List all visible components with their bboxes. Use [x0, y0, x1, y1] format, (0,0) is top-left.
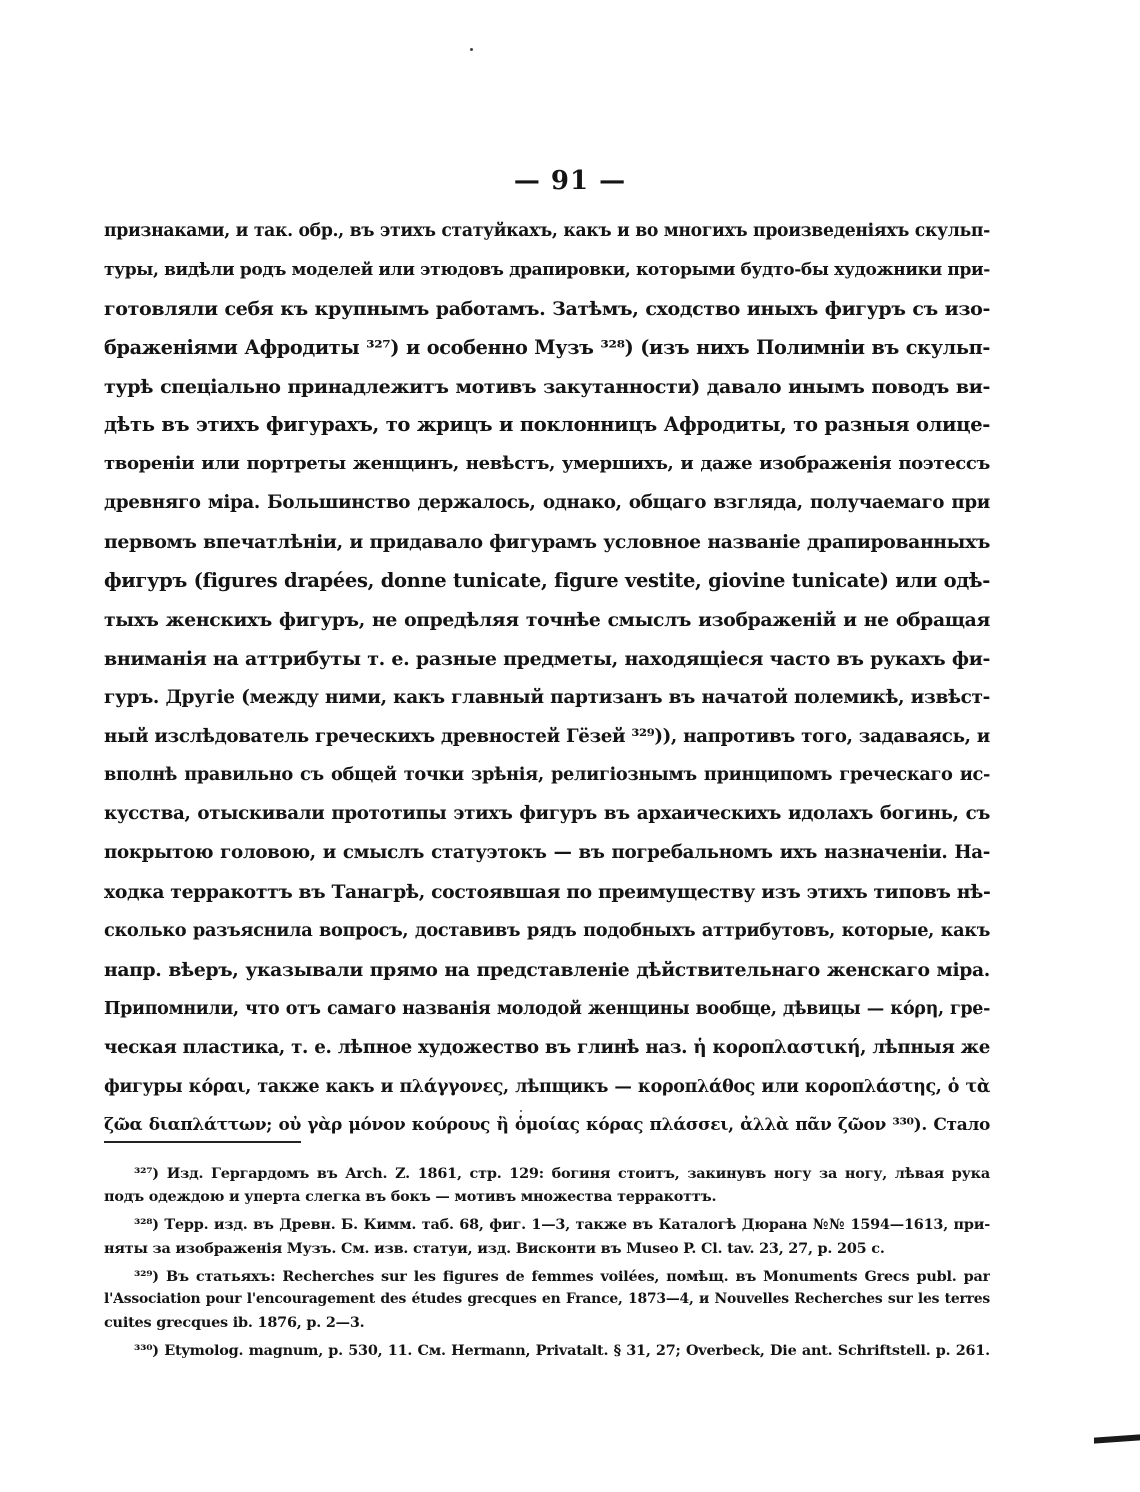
text-line: твореніи или портреты женщинъ, невѣстъ, умершихъ, и даже изображенія поэтессъ: [104, 453, 990, 475]
text-line: гуръ. Другіе (между ними, какъ главный партизанъ въ начатой полемикѣ, извѣст-: [104, 686, 990, 708]
text-line: первомъ впечатлѣніи, и придавало фигурамъ условное названіе драпированныхъ: [104, 531, 990, 554]
footnote-divider: [104, 1141, 301, 1143]
text-line: сколько разъяснила вопросъ, доставивъ рядъ подобныхъ аттрибутовъ, которые, какъ: [104, 920, 990, 942]
text-line: вниманія на аттрибуты т. е. разные предметы, находящіеся часто въ рукахъ фи-: [104, 647, 990, 670]
footnote-line: ³²⁸) Терр. изд. въ Древн. Б. Кимм. таб. 68, фиг. 1—3, также въ Каталогѣ Дюрана №№ 1594—1613, при-: [134, 1216, 990, 1234]
footnotes: [104, 1162, 990, 1363]
footnote-line: ³²⁷) Изд. Гергардомъ въ Arch. Z. 1861, стр. 129: богиня стоитъ, закинувъ ногу за ногу, лѣвая рука: [134, 1165, 990, 1182]
text-line: готовляли себя къ крупнымъ работамъ. Затѣмъ, сходство иныхъ фигуръ съ изо-: [104, 297, 990, 320]
text-line: признаками, и так. обр., въ этихъ статуйкахъ, какъ и во многихъ произведеніяхъ скульп-: [104, 221, 990, 241]
footnote-line: cuites grecques ib. 1876, p. 2—3.: [104, 1314, 365, 1332]
page-number: — 91 —: [513, 166, 627, 196]
text-line: дѣть въ этихъ фигурахъ, то жрицъ и поклонницъ Афродиты, то разныя олице-: [104, 413, 990, 437]
footnote-line: ³³⁰) Etymolog. magnum, p. 530, 11. См. Hermann, Privatalt. § 31, 27; Overbeck, Die ant. Schriftstell. p. 261.: [134, 1342, 990, 1360]
text-line: фигуры κόραι, также какъ и πλάγγονες, лѣпщикъ — κοροπλάθος или κοροπλάστης, ὁ τὰ: [104, 1076, 990, 1097]
text-line: тыхъ женскихъ фигуръ, не опредѣляя точнѣе смыслъ изображеній и не обращая: [104, 608, 990, 631]
text-line: туры, видѣли родъ моделей или этюдовъ драпировки, которыми будто-бы художники при-: [104, 259, 990, 280]
main-text: [104, 212, 990, 1145]
footnote-line: l'Association pour l'encouragement des études grecques en France, 1873—4, и Nouvelles Recherches sur les terres: [104, 1290, 990, 1307]
speck-mark: [470, 48, 473, 51]
text-line: браженіями Афродиты ³²⁷) и особенно Музъ ³²⁸) (изъ нихъ Полимніи въ скульп-: [104, 335, 990, 359]
text-line: кусства, отыскивали прототипы этихъ фигуръ въ архаическихъ идолахъ богинь, съ: [104, 803, 990, 825]
text-line: Припомнили, что отъ самаго названія молодой женщины вообще, дѣвицы — κόρη, гре-: [104, 998, 990, 1019]
text-line: вполнѣ правильно съ общей точки зрѣнія, религіознымъ принципомъ греческаго ис-: [104, 764, 990, 786]
text-line: древняго міра. Большинство держалось, однако, общаго взгляда, получаемаго при: [104, 492, 990, 514]
footnote-line: няты за изображенія Музъ. См. изв. статуи, изд. Висконти въ Museo P. Cl. tav. 23, 27, p. 205 c.: [104, 1239, 885, 1257]
footnote-line: подъ одеждою и уперта слегка въ бокъ — мотивъ множества терракоттъ.: [104, 1188, 717, 1206]
text-line: фигуръ (figures drapées, donne tunicate, figure vestite, giovine tunicate) или одѣ-: [104, 569, 990, 593]
text-line: покрытою головою, и смыслъ статуэтокъ — въ погребальномъ ихъ назначеніи. На-: [104, 842, 990, 864]
text-line: турѣ спеціально принадлежитъ мотивъ закутанности) давало инымъ поводъ ви-: [104, 375, 990, 398]
footnote-line: ³²⁹) Въ статьяхъ: Recherches sur les figures de femmes voilées, помѣщ. въ Monuments Grecs publ. par: [134, 1267, 990, 1285]
text-line: ный изслѣдователь греческихъ древностей Гёзей ³²⁹)), напротивъ того, задаваясь, и: [104, 725, 990, 747]
text-line: ходка терракоттъ въ Танагрѣ, состоявшая по преимуществу изъ этихъ типовъ нѣ-: [104, 881, 990, 904]
text-line: напр. вѣеръ, указывали прямо на представленіе дѣйствительнаго женскаго міра.: [104, 958, 990, 981]
page-edge-mark: [1094, 1434, 1140, 1443]
text-line: ческая пластика, т. е. лѣпное художество въ глинѣ наз. ἡ κοροπλαστική, лѣпныя же: [104, 1036, 990, 1058]
text-line: ζῶα διαπλάττων; οὐ γὰρ μόνον κούρους ἢ ὁμοίας κόρας πλάσσει, ἀλλὰ πᾶν ζῶον ³³⁰). Стало: [104, 1115, 990, 1136]
